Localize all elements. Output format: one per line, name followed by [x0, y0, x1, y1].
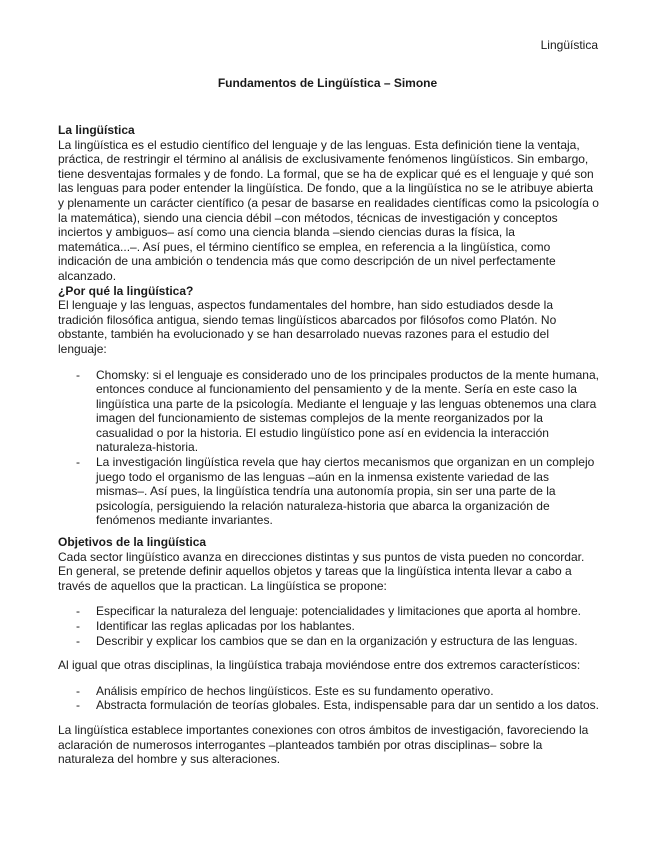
bullet-dash: -: [76, 633, 80, 648]
extremes-paragraph: Al igual que otras disciplinas, la lingüística trabaja moviéndose entre dos extremos característicos:: [58, 658, 581, 673]
list-item: [58, 604, 600, 619]
closing-paragraph: La lingüística establece importantes conexiones con otros ámbitos de investigación, favoreciendo la aclaración de numerosos interrogantes –planteados también por otras disciplinas– sobre la naturaleza del hombre y sus alteraciones.: [58, 722, 589, 767]
extremes-bullet-list: [58, 684, 600, 713]
running-header: Lingüística: [540, 38, 598, 52]
list-item-text: Abstracta formulación de teorías globales. Esta, indispensable para dar un sentido a los datos.: [96, 698, 599, 713]
list-item: [58, 698, 600, 713]
why-paragraph: El lenguaje y las lenguas, aspectos fundamentales del hombre, han sido estudiados desde la tradición filosófica antigua, siendo temas lingüísticos abarcados por filósofos como Platón. No obstante, también ha evolucionado y se han desarrolado nuevas razones para el estudio del lenguaje:: [58, 298, 557, 356]
document-body: [58, 123, 600, 767]
objectives-heading: Objetivos de la lingüística: [58, 535, 207, 550]
section-heading: La lingüística: [58, 123, 135, 137]
objectives-paragraph: Cada sector lingüístico avanza en direcciones distintas y sus puntos de vista pueden no concordar. En general, se pretende definir aquellos objetos y tareas que la lingüística intenta llevar a cabo a través de aquellos que la practican. La lingüística se propone:: [58, 549, 585, 593]
list-item: [58, 368, 600, 456]
list-item-text: Análisis empírico de hechos lingüísticos. Este es su fundamento operativo.: [96, 683, 494, 698]
bullet-dash: -: [76, 683, 80, 698]
bullet-dash: -: [76, 619, 80, 633]
bullet-dash: -: [76, 604, 80, 619]
why-heading: ¿Por qué la lingüística?: [58, 283, 194, 298]
list-item: [58, 684, 600, 699]
why-bullet-list: [58, 368, 600, 529]
bullet-dash: -: [76, 455, 80, 470]
list-item: [58, 455, 600, 528]
list-item-text: Especificar la naturaleza del lenguaje: potencialidades y limitaciones que aporta al hombre.: [96, 604, 581, 619]
list-item-text: La investigación lingüística revela que hay ciertos mecanismos que organizan en un complejo juego todo el organismo de las lenguas –aún en la inmensa existente variedad de las mismas–. Así pues, la lingüística tendría una autonomía propia, sin ser una parte de la psicología, persiguiendo la relación naturaleza-historia que abarca la organización de fenómenos mediante invariantes.: [96, 455, 595, 528]
intro-paragraph: La lingüística es el estudio científico del lenguaje y de las lenguas. Esta definición tiene la ventaja, práctica, de restringir el término al análisis de exclusivamente fenómenos lingüísticos. Sin embargo, tiene desventajas formales y de fondo. La formal, que se ha de explicar qué es el lenguaje y qué son las lenguas para poder entender la lingüística. De fondo, que a la lingüística no se le atribuye abierta y plenamente un carácter científico (a pesar de basarse en realidades científicas como la psicología o la matemática), siendo una ciencia débil –con métodos, técnicas de investigación y conceptos inciertos y ambiguos– así como una ciencia blanda –siendo ciencias duras la física, la matemática...–. Así pues, el término científico se emplea, en referencia a la lingüística, como indicación de una ambición o tendencia más que como descripción de un nivel perfectamente alcanzado.: [58, 137, 599, 283]
list-item-text: Chomsky: si el lenguaje es considerado uno de los principales productos de la mente humana, entonces conduce al funcionamiento del pensamiento y de la mente. Sería en este caso la lingüística una parte de la psicología. Mediante el lenguaje y las lenguas obtenemos una clara imagen del funcionamiento de sistemas complejos de la mente reorganizados por la casualidad o por la historia. El estudio lingüístico pone así en evidencia la interacción naturaleza-historia.: [96, 367, 599, 455]
bullet-dash: -: [76, 367, 80, 382]
list-item: [58, 619, 600, 634]
list-item-text: Describir y explicar los cambios que se dan en la organización y estructura de las lenguas.: [96, 633, 578, 648]
list-item-text: Identificar las reglas aplicadas por los hablantes.: [96, 619, 355, 633]
bullet-dash: -: [76, 698, 80, 713]
objectives-bullet-list: [58, 604, 600, 648]
document-title: Fundamentos de Lingüística – Simone: [217, 76, 438, 90]
list-item: [58, 634, 600, 649]
